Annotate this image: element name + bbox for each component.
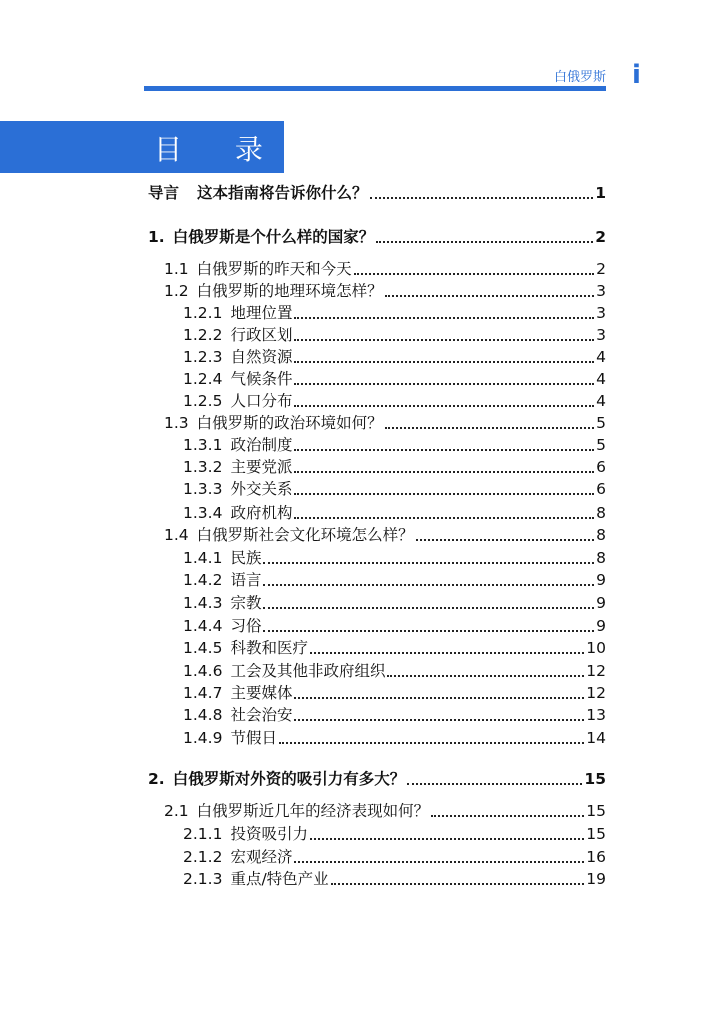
toc-entry-page: 8 xyxy=(596,504,606,522)
toc-entry-page: 9 xyxy=(596,594,606,612)
dot-leader xyxy=(416,539,594,541)
toc-entry-title: 行政区划 xyxy=(230,326,293,344)
toc-entry-number: 1.3.4 xyxy=(183,504,223,522)
toc-entry-page: 5 xyxy=(596,436,606,454)
toc-entry-number: 1. xyxy=(148,228,165,246)
toc-entry-title: 白俄罗斯社会文化环境怎么样？ xyxy=(196,526,414,544)
toc-entry-page: 3 xyxy=(596,282,606,300)
dot-leader xyxy=(294,449,594,451)
toc-entry[interactable] xyxy=(183,661,606,681)
dot-leader xyxy=(370,197,594,199)
toc-entry-page: 12 xyxy=(586,684,606,702)
toc-entry[interactable] xyxy=(183,593,606,613)
toc-entry-page: 2 xyxy=(596,260,606,278)
dot-leader xyxy=(294,517,594,519)
toc-entry[interactable] xyxy=(164,525,606,545)
toc-entry[interactable] xyxy=(183,847,606,867)
dot-leader xyxy=(294,861,584,863)
toc-entry-title: 语言 xyxy=(230,571,262,589)
toc-entry[interactable] xyxy=(183,503,606,523)
toc-entry-title: 人口分布 xyxy=(230,392,293,410)
toc-entry-number: 1.2.4 xyxy=(183,370,223,388)
dot-leader xyxy=(279,742,584,744)
toc-entry-number: 1.3 xyxy=(164,414,189,432)
dot-leader xyxy=(294,361,594,363)
toc-entry-page: 15 xyxy=(584,770,606,788)
toc-entry-page: 15 xyxy=(586,802,606,820)
dot-leader xyxy=(431,815,584,817)
toc-entry-number: 1.3.2 xyxy=(183,458,223,476)
toc-entry-title: 主要党派 xyxy=(230,458,293,476)
toc-entry-title: 社会治安 xyxy=(230,706,293,724)
dot-leader xyxy=(310,838,584,840)
dot-leader xyxy=(354,273,594,275)
toc-entry-number: 1.1 xyxy=(164,260,189,278)
toc-entry[interactable] xyxy=(183,570,606,590)
toc-entry-title: 政府机构 xyxy=(230,504,293,522)
toc-entry-page: 3 xyxy=(596,304,606,322)
toc-entry-number: 1.4.4 xyxy=(183,617,223,635)
toc-entry[interactable] xyxy=(183,869,606,889)
toc-entry[interactable] xyxy=(148,769,606,789)
toc-entry-title: 白俄罗斯的地理环境怎样？ xyxy=(196,282,383,300)
dot-leader xyxy=(294,471,594,473)
dot-leader xyxy=(376,241,593,243)
dot-leader xyxy=(385,427,594,429)
toc-entry[interactable] xyxy=(183,435,606,455)
toc-entry-title: 这本指南将告诉你什么？ xyxy=(197,184,368,202)
toc-entry-title: 宗教 xyxy=(230,594,262,612)
toc-entry[interactable] xyxy=(183,325,606,345)
toc-entry[interactable] xyxy=(183,728,606,748)
toc-entry-page: 6 xyxy=(596,458,606,476)
toc-entry-title: 主要媒体 xyxy=(230,684,293,702)
dot-leader xyxy=(294,493,594,495)
dot-leader xyxy=(294,339,594,341)
toc-entry-page: 8 xyxy=(596,549,606,567)
toc-entry[interactable] xyxy=(183,457,606,477)
toc-entry-number: 1.2.5 xyxy=(183,392,223,410)
toc-entry-number: 1.4.8 xyxy=(183,706,223,724)
toc-entry-page: 6 xyxy=(596,480,606,498)
toc-entry-page: 3 xyxy=(596,326,606,344)
dot-leader xyxy=(263,630,594,632)
toc-entry-title: 白俄罗斯的政治环境如何？ xyxy=(196,414,383,432)
toc-entry-number: 1.4.5 xyxy=(183,639,223,657)
dot-leader xyxy=(385,295,594,297)
toc-entry-page: 8 xyxy=(596,526,606,544)
toc-entry-number: 2.1.2 xyxy=(183,848,223,866)
toc-entry-title: 重点/特色产业 xyxy=(230,870,329,888)
toc-entry-title: 投资吸引力 xyxy=(230,825,308,843)
dot-leader xyxy=(331,883,585,885)
toc-entry-title: 习俗 xyxy=(230,617,262,635)
dot-leader xyxy=(294,405,594,407)
dot-leader xyxy=(263,584,594,586)
toc-entry[interactable] xyxy=(183,548,606,568)
toc-entry-page: 5 xyxy=(596,414,606,432)
toc-entry-page: 13 xyxy=(586,706,606,724)
toc-entry-number: 2.1.1 xyxy=(183,825,223,843)
toc-entry-number: 1.2.1 xyxy=(183,304,223,322)
toc-entry-title: 白俄罗斯是个什么样的国家？ xyxy=(172,228,375,246)
toc-entry-number: 1.4.2 xyxy=(183,571,223,589)
dot-leader xyxy=(294,317,594,319)
toc-entry-number: 1.4 xyxy=(164,526,189,544)
toc-entry-page: 15 xyxy=(586,825,606,843)
toc-entry-number: 1.4.3 xyxy=(183,594,223,612)
toc-entry-title: 外交关系 xyxy=(230,480,293,498)
toc-entry-number: 1.4.1 xyxy=(183,549,223,567)
toc-entry-page: 16 xyxy=(586,848,606,866)
dot-leader xyxy=(310,652,584,654)
toc-entry[interactable] xyxy=(183,347,606,367)
toc-entry-title: 白俄罗斯对外资的吸引力有多大？ xyxy=(172,770,406,788)
toc-entry-title: 民族 xyxy=(230,549,262,567)
toc-entry-number: 1.4.9 xyxy=(183,729,223,747)
toc-entry[interactable] xyxy=(183,391,606,411)
toc-entry-title: 自然资源 xyxy=(230,348,293,366)
toc-entry-number: 1.3.1 xyxy=(183,436,223,454)
toc-entry[interactable] xyxy=(183,369,606,389)
toc-entry-number: 1.3.3 xyxy=(183,480,223,498)
toc-entry-number: 1.2.2 xyxy=(183,326,223,344)
toc-entry-number: 2.1.3 xyxy=(183,870,223,888)
toc-entry[interactable] xyxy=(148,183,606,203)
toc-entry-page: 4 xyxy=(596,348,606,366)
toc-entry[interactable] xyxy=(164,259,606,279)
toc-entry[interactable] xyxy=(164,413,606,433)
toc-entry-title: 宏观经济 xyxy=(230,848,293,866)
dot-leader xyxy=(263,562,594,564)
toc-entry-page: 9 xyxy=(596,571,606,589)
toc-entry-title: 科教和医疗 xyxy=(230,639,308,657)
toc-entry[interactable] xyxy=(183,824,606,844)
toc-entry-page: 14 xyxy=(586,729,606,747)
toc-entry-title: 地理位置 xyxy=(230,304,293,322)
dot-leader xyxy=(294,383,594,385)
dot-leader xyxy=(294,719,584,721)
toc-title: 目 录 xyxy=(154,133,285,166)
running-header-title: 白俄罗斯 xyxy=(553,70,606,85)
toc-entry[interactable] xyxy=(164,801,606,821)
toc-entry-number: 1.2.3 xyxy=(183,348,223,366)
toc-entry-title: 白俄罗斯近几年的经济表现如何？ xyxy=(196,802,430,820)
toc-entry[interactable] xyxy=(183,638,606,658)
toc-entry-page: 19 xyxy=(586,870,606,888)
toc-entry-page: 1 xyxy=(595,184,606,202)
toc-entry[interactable] xyxy=(183,616,606,636)
toc-entry[interactable] xyxy=(183,705,606,725)
toc-entry-page: 4 xyxy=(596,370,606,388)
toc-entry-number: 2.1 xyxy=(164,802,189,820)
toc-entry-title: 工会及其他非政府组织 xyxy=(230,662,386,680)
toc-entry[interactable] xyxy=(183,303,606,323)
header-page-number: i xyxy=(632,60,641,90)
toc-entry-number: 2. xyxy=(148,770,165,788)
toc-entry-page: 10 xyxy=(586,639,606,657)
dot-leader xyxy=(387,675,584,677)
toc-entry[interactable] xyxy=(183,683,606,703)
toc-entry[interactable] xyxy=(164,281,606,301)
toc-entry[interactable] xyxy=(183,479,606,499)
toc-entry[interactable] xyxy=(148,227,606,247)
dot-leader xyxy=(407,783,582,785)
toc-entry-title: 节假日 xyxy=(230,729,277,747)
dot-leader xyxy=(263,607,594,609)
toc-entry-number: 1.4.6 xyxy=(183,662,223,680)
toc-entry-page: 4 xyxy=(596,392,606,410)
toc-entry-page: 2 xyxy=(595,228,606,246)
toc-entry-page: 12 xyxy=(586,662,606,680)
toc-entry-page: 9 xyxy=(596,617,606,635)
toc-entry-number: 1.2 xyxy=(164,282,189,300)
toc-entry-title: 气候条件 xyxy=(230,370,293,388)
toc-entry-title: 政治制度 xyxy=(230,436,293,454)
toc-entry-title: 白俄罗斯的昨天和今天 xyxy=(196,260,352,278)
toc-entry-number: 导言 xyxy=(148,184,180,202)
dot-leader xyxy=(294,697,584,699)
toc-entry-number: 1.4.7 xyxy=(183,684,223,702)
